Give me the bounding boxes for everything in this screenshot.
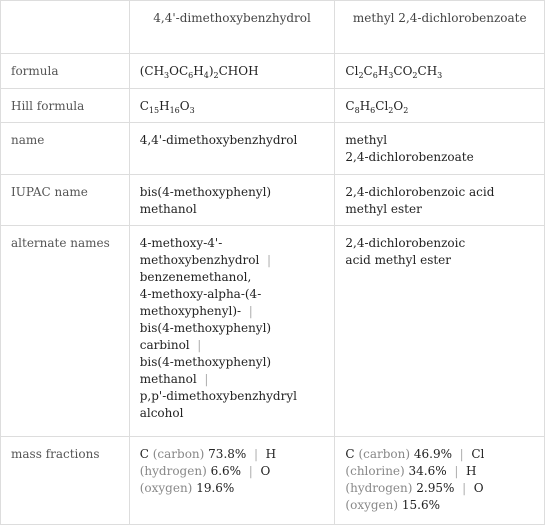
formula-text: O	[393, 99, 404, 113]
formula-subscript: 3	[437, 71, 443, 80]
formula-subscript: 3	[189, 106, 195, 115]
separator: |	[253, 447, 258, 461]
table-row-name	[1, 123, 545, 175]
mass-fraction-line	[345, 497, 534, 514]
separator: |	[196, 372, 209, 386]
name-compound-2-line-2: 2,4-dichlorobenzoate	[345, 150, 474, 164]
formula-text: H	[377, 64, 389, 78]
mass-fraction-line	[345, 480, 534, 497]
name-compound-1: 4,4'-dimethoxybenzhydrol	[129, 123, 335, 175]
alternate-name-line	[140, 337, 325, 354]
row-label-hill-formula: Hill formula	[1, 89, 130, 123]
element-name: (hydrogen)	[345, 481, 413, 495]
alternate-name-line	[140, 354, 325, 371]
element-name: (oxygen)	[345, 498, 399, 512]
formula-subscript: 3	[388, 71, 394, 80]
formula-text: )	[208, 64, 214, 78]
iupac-name-compound-2-line-2: methyl ester	[345, 202, 422, 216]
formula-text: C	[363, 64, 373, 78]
table-row-mass-fractions	[1, 437, 545, 525]
element-name: (oxygen)	[139, 481, 193, 495]
mass-fraction-value: 73.8%	[208, 447, 247, 461]
alternate-name-text: methoxyphenyl)-	[139, 304, 242, 318]
separator: |	[259, 253, 272, 267]
name-compound-2	[335, 123, 545, 175]
formula-subscript: 2	[358, 71, 364, 80]
row-label-iupac-name: IUPAC name	[1, 175, 130, 226]
mass-fractions-compound-2	[335, 437, 545, 525]
element-symbol: O	[260, 464, 271, 478]
alternate-name-text: bis(4-methoxyphenyl)	[139, 321, 272, 335]
formula-compound-2	[335, 54, 545, 89]
alternate-names-compound-2-line-1: 2,4-dichlorobenzoic	[345, 236, 466, 250]
alternate-name-line	[140, 405, 325, 422]
mass-fraction-value: 15.6%	[401, 498, 441, 512]
alternate-names-compound-2-line-2: acid methyl ester	[345, 253, 452, 267]
formula-text: Cl	[375, 99, 389, 113]
mass-fraction-line	[140, 480, 325, 497]
element-name: (carbon)	[358, 447, 411, 461]
separator: |	[454, 464, 459, 478]
formula-text: H	[159, 99, 170, 113]
formula-subscript: 6	[372, 71, 378, 80]
formula-compound-1	[129, 54, 335, 89]
mass-fraction-line	[345, 446, 534, 463]
element-symbol: Cl	[471, 447, 485, 461]
formula-text: H	[359, 99, 371, 113]
element-symbol: O	[473, 481, 484, 495]
formula-subscript: 2	[213, 71, 219, 80]
mass-fraction-value: 2.95%	[416, 481, 455, 495]
formula-text: O	[179, 99, 190, 113]
iupac-name-compound-1-line-2: methanol	[139, 202, 197, 216]
formula-text: CH	[417, 64, 438, 78]
formula-subscript: 15	[148, 106, 160, 115]
separator: |	[459, 447, 464, 461]
name-compound-2-line-1: methyl	[345, 133, 388, 147]
mass-fractions-compound-1	[129, 437, 335, 525]
alternate-name-line	[140, 235, 325, 252]
table-row-iupac-name	[1, 175, 545, 226]
iupac-name-compound-1	[129, 175, 335, 226]
formula-text: OC	[169, 64, 189, 78]
element-name: (carbon)	[152, 447, 205, 461]
element-symbol: H	[265, 447, 277, 461]
alternate-name-line	[140, 320, 325, 337]
hill-formula-compound-1	[129, 89, 335, 123]
table-row-formula	[1, 54, 545, 89]
hill-formula-compound-2	[335, 89, 545, 123]
formula-subscript: 3	[164, 71, 170, 80]
iupac-name-compound-1-line-1: bis(4-methoxyphenyl)	[139, 185, 272, 199]
alternate-names-compound-1	[129, 226, 335, 437]
formula-text: CHOH	[218, 64, 259, 78]
element-name: (chlorine)	[345, 464, 405, 478]
header-corner-cell	[1, 1, 130, 54]
mass-fraction-line	[140, 463, 325, 480]
formula-text: H	[193, 64, 204, 78]
row-label-alternate-names: alternate names	[1, 226, 130, 437]
mass-fraction-line	[345, 463, 534, 480]
mass-fraction-line	[140, 446, 325, 463]
alternate-name-text: carbinol	[139, 338, 190, 352]
separator: |	[189, 338, 202, 352]
formula-subscript: 4	[203, 71, 209, 80]
table-row-hill-formula	[1, 89, 545, 123]
mass-fraction-value: 34.6%	[408, 464, 447, 478]
formula-subscript: 2	[403, 106, 409, 115]
table-row-alternate-names	[1, 226, 545, 437]
alternate-name-line	[140, 303, 325, 320]
element-symbol: C	[345, 447, 355, 461]
element-symbol: H	[466, 464, 477, 478]
alternate-name-line	[140, 286, 325, 303]
formula-text: C	[345, 99, 355, 113]
alternate-name-text: alcohol	[139, 406, 184, 420]
alternate-name-line	[140, 388, 325, 405]
separator: |	[462, 481, 467, 495]
row-label-mass-fractions: mass fractions	[1, 437, 130, 525]
formula-text: Cl	[345, 64, 359, 78]
separator: |	[248, 464, 253, 478]
column-header-compound-2-text: methyl 2,4-dichlorobenzoate	[352, 11, 527, 25]
alternate-name-line	[140, 252, 325, 269]
formula-subscript: 8	[354, 106, 360, 115]
alternate-name-text: methanol	[139, 372, 197, 386]
formula-subscript: 2	[388, 106, 394, 115]
alternate-name-line	[140, 269, 325, 286]
element-symbol: C	[139, 447, 149, 461]
formula-subscript: 2	[412, 71, 418, 80]
alternate-name-line	[140, 371, 325, 388]
row-label-formula: formula	[1, 54, 130, 89]
alternate-name-text: p,p'-dimethoxybenzhydryl	[139, 389, 297, 403]
separator: |	[241, 304, 253, 318]
alternate-name-text: 4-methoxy-alpha-(4-	[139, 287, 262, 301]
formula-text: CO	[393, 64, 413, 78]
column-header-compound-2	[335, 1, 545, 54]
alternate-name-text: bis(4-methoxyphenyl)	[139, 355, 272, 369]
iupac-name-compound-2-line-1: 2,4-dichlorobenzoic acid	[345, 185, 495, 199]
row-label-name: name	[1, 123, 130, 175]
formula-subscript: 6	[188, 71, 194, 80]
mass-fraction-value: 6.6%	[210, 464, 242, 478]
formula-subscript: 16	[169, 106, 180, 115]
formula-text: C	[139, 99, 149, 113]
table-header-row	[1, 1, 545, 54]
formula-subscript: 6	[370, 106, 376, 115]
formula-text: (CH	[139, 64, 165, 78]
alternate-names-compound-2	[335, 226, 545, 437]
mass-fraction-value: 19.6%	[196, 481, 235, 495]
mass-fraction-value: 46.9%	[413, 447, 452, 461]
iupac-name-compound-2	[335, 175, 545, 226]
element-name: (hydrogen)	[139, 464, 207, 478]
alternate-name-text: methoxybenzhydrol	[139, 253, 260, 267]
column-header-compound-1: 4,4'-dimethoxybenzhydrol	[129, 1, 335, 54]
alternate-name-text: 4-methoxy-4'-	[139, 236, 223, 250]
alternate-name-text: benzenemethanol,	[139, 270, 252, 284]
